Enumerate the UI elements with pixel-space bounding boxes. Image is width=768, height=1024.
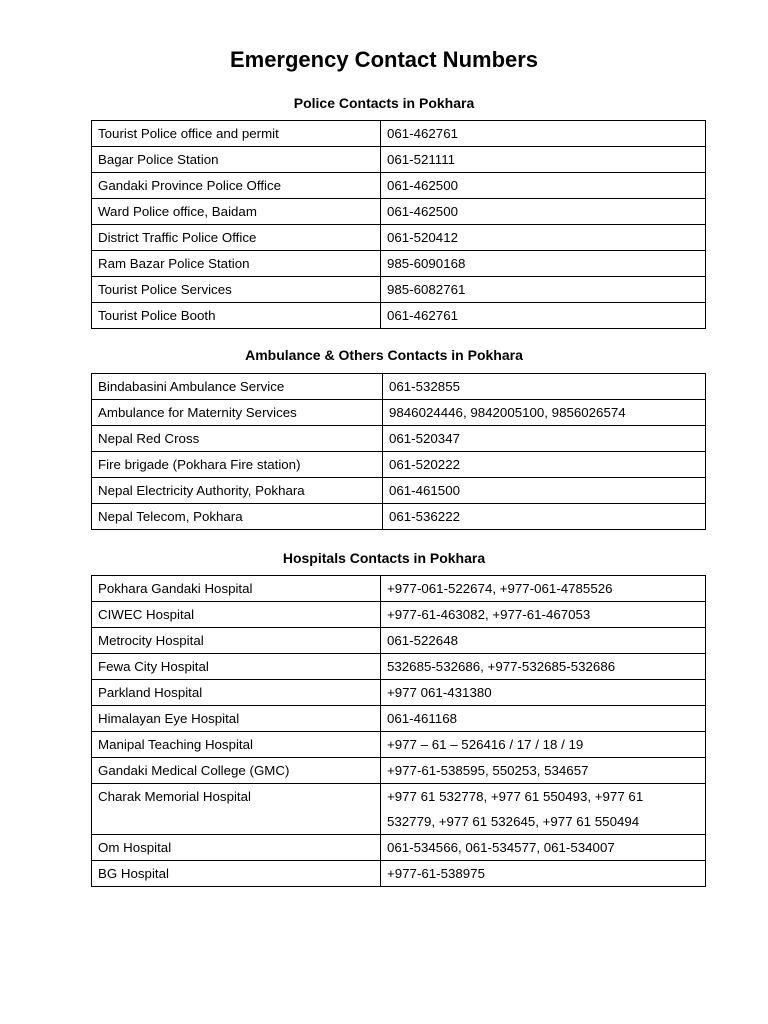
ambulance-section-title: Ambulance & Others Contacts in Pokhara [245, 347, 523, 363]
contact-number: +977-061-522674, +977-061-4785526 [381, 576, 706, 602]
contact-number: +977-61-463082, +977-61-467053 [381, 602, 706, 628]
hospitals-table-body [92, 576, 706, 887]
contact-name: Om Hospital [92, 835, 381, 861]
contact-name: Parkland Hospital [92, 680, 381, 706]
contact-number: 061-520412 [381, 225, 706, 251]
contact-number: 532685-532686, +977-532685-532686 [381, 654, 706, 680]
table-row [92, 478, 706, 504]
contact-number: 9846024446, 9842005100, 9856026574 [383, 400, 706, 426]
contact-number: 061-521111 [381, 147, 706, 173]
contact-number: +977-61-538595, 550253, 534657 [381, 758, 706, 784]
police-table-body [92, 121, 706, 329]
contact-name: Fewa City Hospital [92, 654, 381, 680]
table-row [92, 426, 706, 452]
contact-number: +977-61-538975 [381, 861, 706, 887]
contact-number: 061-520222 [383, 452, 706, 478]
contact-name: Ram Bazar Police Station [92, 251, 381, 277]
contact-name: Ward Police office, Baidam [92, 199, 381, 225]
contact-name: Gandaki Province Police Office [92, 173, 381, 199]
contact-name: Bindabasini Ambulance Service [92, 374, 383, 400]
table-row [92, 452, 706, 478]
contact-name: Tourist Police Booth [92, 303, 381, 329]
table-row [92, 121, 706, 147]
contact-number: 061-522648 [381, 628, 706, 654]
contact-name: Charak Memorial Hospital [92, 784, 381, 835]
contact-number-line-2: 532779, +977 61 532645, +977 61 550494 [387, 814, 640, 829]
contact-name: District Traffic Police Office [92, 225, 381, 251]
contact-name: BG Hospital [92, 861, 381, 887]
contact-number: 061-462761 [381, 121, 706, 147]
table-row [92, 199, 706, 225]
table-row [92, 147, 706, 173]
table-row [92, 706, 706, 732]
hospitals-contacts-table [91, 575, 706, 887]
contact-number: 061-462500 [381, 173, 706, 199]
contact-name: Gandaki Medical College (GMC) [92, 758, 381, 784]
contact-number: 061-536222 [383, 504, 706, 530]
ambulance-contacts-table [91, 373, 706, 530]
table-row [92, 680, 706, 706]
contact-name: Fire brigade (Pokhara Fire station) [92, 452, 383, 478]
contact-number: 061-534566, 061-534577, 061-534007 [381, 835, 706, 861]
contact-number: 061-462761 [381, 303, 706, 329]
table-row [92, 504, 706, 530]
contact-number: 061-461168 [381, 706, 706, 732]
ambulance-table-body [92, 374, 706, 530]
contact-name: CIWEC Hospital [92, 602, 381, 628]
table-row [92, 628, 706, 654]
table-row [92, 835, 706, 861]
contact-name: Tourist Police Services [92, 277, 381, 303]
table-row [92, 732, 706, 758]
contact-name: Pokhara Gandaki Hospital [92, 576, 381, 602]
table-row [92, 277, 706, 303]
contact-number: +977 – 61 – 526416 / 17 / 18 / 19 [381, 732, 706, 758]
page-title: Emergency Contact Numbers [229, 47, 539, 72]
table-row [92, 400, 706, 426]
table-row [92, 374, 706, 400]
table-row [92, 602, 706, 628]
contact-number-line-1: +977 61 532778, +977 61 550493, +977 61 [387, 789, 644, 804]
contact-name: Manipal Teaching Hospital [92, 732, 381, 758]
contact-name: Nepal Electricity Authority, Pokhara [92, 478, 383, 504]
contact-number: +977 061-431380 [381, 680, 706, 706]
contact-name: Nepal Telecom, Pokhara [92, 504, 383, 530]
table-row [92, 251, 706, 277]
hospitals-section-title: Hospitals Contacts in Pokhara [282, 550, 486, 566]
table-row [92, 303, 706, 329]
contact-name: Tourist Police office and permit [92, 121, 381, 147]
table-row [92, 784, 706, 835]
table-row [92, 758, 706, 784]
contact-number [381, 784, 706, 835]
contact-name: Metrocity Hospital [92, 628, 381, 654]
table-row [92, 861, 706, 887]
contact-name: Ambulance for Maternity Services [92, 400, 383, 426]
contact-number: 985-6090168 [381, 251, 706, 277]
table-row [92, 654, 706, 680]
contact-number: 061-520347 [383, 426, 706, 452]
table-row [92, 225, 706, 251]
contact-number: 985-6082761 [381, 277, 706, 303]
contact-number: 061-462500 [381, 199, 706, 225]
contact-name: Bagar Police Station [92, 147, 381, 173]
contact-number: 061-461500 [383, 478, 706, 504]
police-contacts-table [91, 120, 706, 329]
table-row [92, 576, 706, 602]
table-row [92, 173, 706, 199]
police-section-title: Police Contacts in Pokhara [293, 95, 475, 111]
contact-name: Nepal Red Cross [92, 426, 383, 452]
contact-number: 061-532855 [383, 374, 706, 400]
contact-name: Himalayan Eye Hospital [92, 706, 381, 732]
